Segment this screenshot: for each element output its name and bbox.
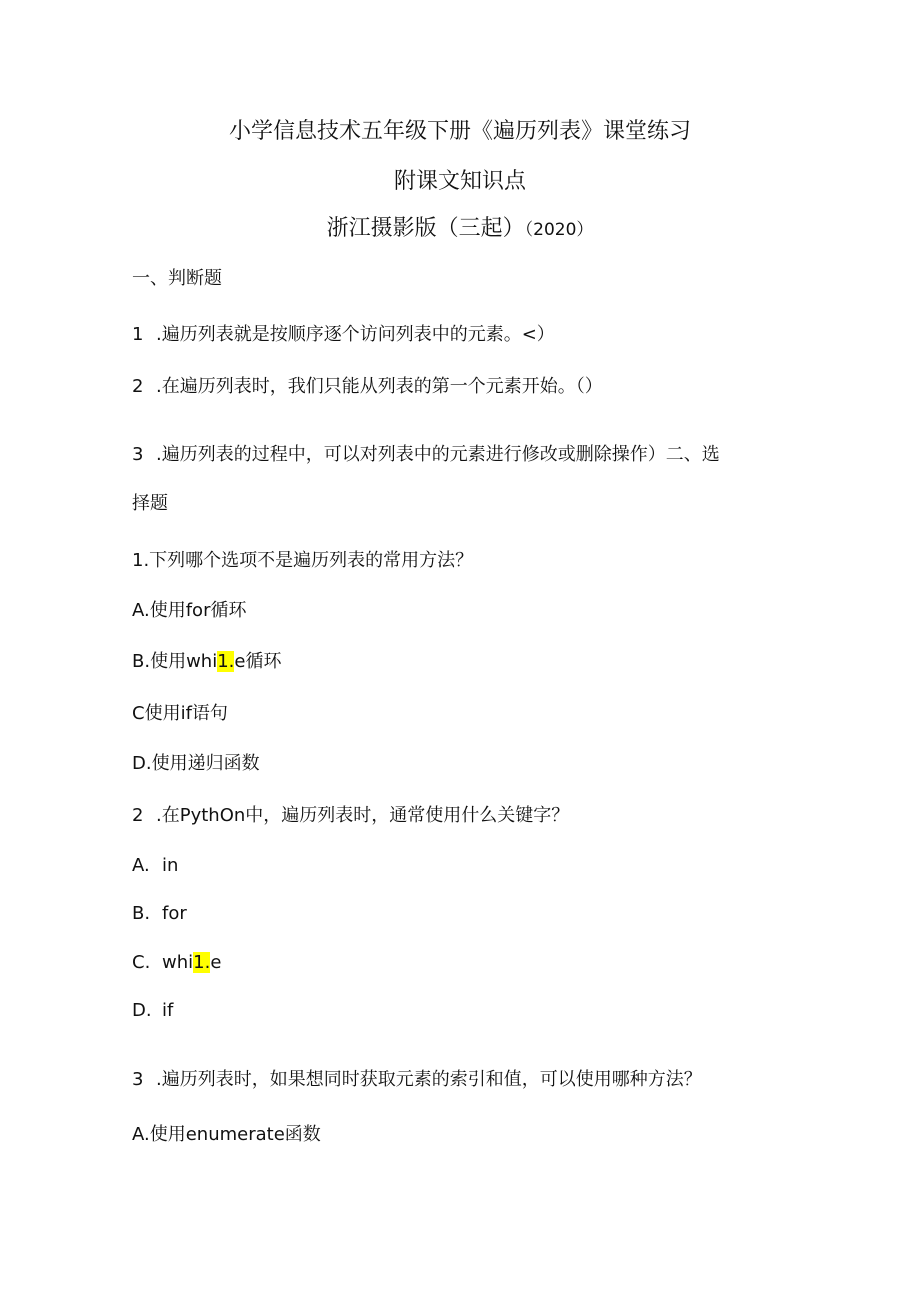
question-text: .遍历列表时，如果想同时获取元素的索引和值，可以使用哪种方法？ (156, 1069, 702, 1090)
question-2 (132, 803, 569, 829)
option-key: B. (132, 903, 151, 924)
question-1-option-a: A.使用for循环 (132, 600, 247, 621)
edition-line (0, 215, 920, 244)
option-key: C. (132, 952, 151, 973)
judgement-item (132, 374, 603, 400)
item-text: .在遍历列表时，我们只能从列表的第一个元素开始。（） (156, 376, 603, 397)
item-text: .遍历列表就是按顺序逐个访问列表中的元素。<） (156, 324, 555, 345)
edition-name: 浙江摄影版（三起） (326, 216, 525, 241)
question-3 (132, 1067, 702, 1093)
option-key: A. (132, 855, 150, 876)
question-text: .在PythOn中，遍历列表时，通常使用什么关键字？ (156, 805, 570, 826)
document-subtitle: 附课文知识点 (393, 169, 526, 194)
question-3-option-a: A.使用enumerate函数 (132, 1124, 321, 1145)
item-text: .遍历列表的过程中，可以对列表中的元素进行修改或删除操作）二、选 (156, 444, 720, 465)
question-number: 3 (132, 1069, 144, 1090)
option-key: D. (132, 1000, 152, 1021)
section-heading-judgement: 一、判断题 (132, 268, 222, 289)
question-1: 1.下列哪个选项不是遍历列表的常用方法？ (132, 550, 474, 571)
item-number: 1 (132, 324, 144, 345)
option-text: whi (162, 952, 194, 973)
option-text: if (162, 1000, 174, 1021)
judgement-item (132, 322, 555, 348)
question-1-option-b (132, 649, 281, 675)
item-number: 3 (132, 444, 144, 465)
judgement-item (132, 442, 720, 468)
question-2-option-d (132, 998, 173, 1024)
question-2-option-b (132, 901, 187, 927)
question-number: 2 (132, 805, 144, 826)
question-2-option-c (132, 950, 221, 976)
option-text: e循环 (234, 651, 282, 672)
option-text: for (162, 903, 187, 924)
option-text: e (210, 952, 222, 973)
highlighted-text: 1. (217, 651, 235, 672)
highlighted-text: 1. (193, 952, 211, 973)
question-1-option-c: C使用if语句 (132, 703, 228, 724)
edition-year: （2020） (524, 220, 594, 240)
option-text: in (162, 855, 179, 876)
document-title: 小学信息技术五年级下册《遍历列表》课堂练习 (228, 119, 691, 144)
item-number: 2 (132, 376, 144, 397)
question-2-option-a (132, 853, 178, 879)
option-text: B.使用whi (132, 651, 218, 672)
item-text-continuation: 择题 (132, 493, 168, 514)
question-1-option-d: D.使用递归函数 (132, 753, 260, 774)
